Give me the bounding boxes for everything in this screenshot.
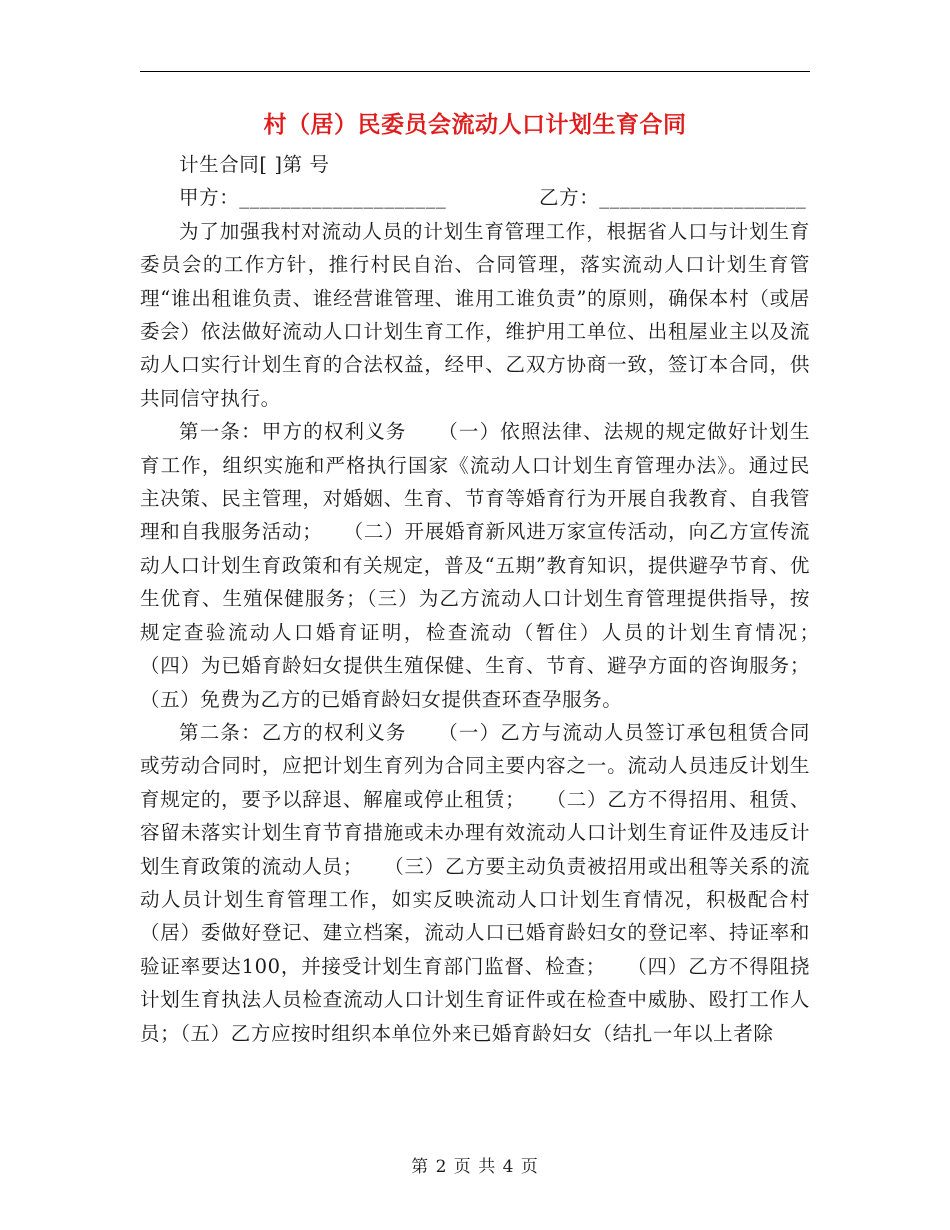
- preamble-paragraph: 为了加强我村对流动人员的计划生育管理工作，根据省人口与计划生育委员会的工作方针，推行村民自治、合同管理，落实流动人口计划生育管理“谁出租谁负责、谁经营谁管理、谁用工谁负责”的原则，确保本村（或居委会）依法做好流动人口计划生育工作，维护用工单位、出租屋业主以及流动人口实行计划生育的合法权益，经甲、乙双方协商一致，签订本合同，供共同信守执行。: [140, 219, 810, 410]
- header-rule: [140, 71, 810, 72]
- parties-line: [140, 181, 810, 214]
- page-indicator: 第 2 页 共 4 页: [411, 1157, 539, 1177]
- article-two-paragraph: 第二条：乙方的权利义务 （一）乙方与流动人员签订承包租赁合同或劳动合同时，应把计划生育列为合同主要内容之一。流动人员违反计划生育规定的，要予以辞退、解雇或停止租赁； （二）乙方不得招用、租赁、容留未落实计划生育节育措施或未办理有效流动人口计划生育证件及违反计划生育政策的流动人员； （三）乙方要主动负责被招用或出租等关系的流动人员计划生育管理工作，如实反映流动人口计划生育情况，积极配合村（居）委做好登记、建立档案，流动人口已婚育龄妇女的登记率、持证率和验证率要达100，并接受计划生育部门监督、检查； （四）乙方不得阻挠计划生育执法人员检查流动人口计划生育证件或在检查中威胁、殴打工作人员；（五）乙方应按时组织本单位外来已婚育龄妇女（结扎一年以上者除: [140, 720, 810, 1045]
- party-a-field: 甲方：____________________: [179, 186, 447, 210]
- article-one-paragraph: 第一条：甲方的权利义务 （一）依照法律、法规的规定做好计划生育工作，组织实施和严格执行国家《流动人口计划生育管理办法》。通过民主决策、民主管理，对婚姻、生育、节育等婚育行为开展自我教育、自我管理和自我服务活动； （二）开展婚育新风进万家宣传活动，向乙方宣传流动人口计划生育政策和有关规定，普及“五期”教育知识，提供避孕节育、优生优育、生殖保健服务；（三）为乙方流动人口计划生育管理提供指导，按规定查验流动人口婚育证明，检查流动（暂住）人员的计划生育情况； （四）为已婚育龄妇女提供生殖保健、生育、节育、避孕方面的咨询服务；（五）免费为乙方的已婚育龄妇女提供查环查孕服务。: [140, 420, 851, 711]
- document-body: [140, 148, 851, 1050]
- party-b-field: 乙方：____________________: [539, 186, 807, 210]
- contract-number-line: 计生合同[ ]第 号: [179, 153, 330, 176]
- document-title: 村（居）民委员会流动人口计划生育合同: [263, 112, 687, 138]
